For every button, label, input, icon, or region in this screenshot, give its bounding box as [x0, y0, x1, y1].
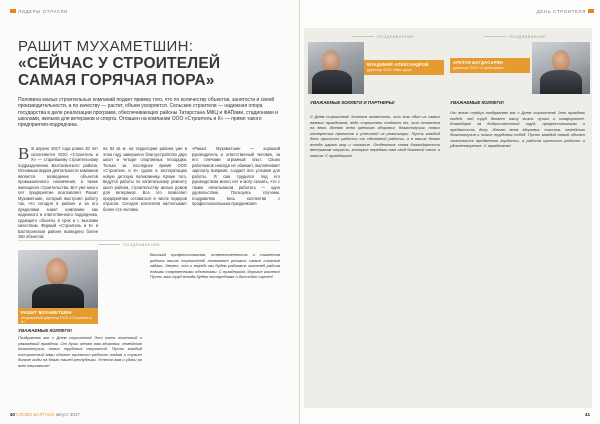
article-column-2: на 84 кв м. на территории района уже в этом году завершено благоустройство двух школ и четыре спортивных площадки. Только за последнее время ООО «Строитель и К» сдали в эксплуатацию новую детскую поликлинику. Кроме того, ведутся работы по капитальному ремонту школ района, строительству жилых домов для ветеранов. Все это позволяет предприятию оставаться в числе лидеров отрасли. Сегодня коллектив насчитывает более ста человек. [103, 146, 187, 212]
article-lead: Половина малых строительных компаний подает пример того, что по количеству объектов, занятости и своей производительности, а по качеству — растет, объем ускоряется. Сельские строители — надежная опора государства в деле реализации программ, обеспечивающих районы Татарстана МФЦ и ФАПами, стадионами и школами, жильем для ветеранов и спорта. Оглашен на компании ООО «Строитель и К» — прямо такого предприятия-подрядчика. [18, 97, 278, 129]
portrait-body [312, 70, 352, 94]
left-position: генеральный директор ООО «Строитель и К» [21, 316, 93, 324]
left-greeting-heading: УВАЖАЕМЫЕ КОЛЛЕГИ! [18, 328, 72, 333]
divider [18, 240, 280, 241]
portrait-body [32, 284, 84, 308]
article-title [18, 38, 278, 89]
right2-name: АРКТУН БАГДАСАРЯН [453, 60, 503, 65]
right-page-number: 41 [584, 412, 590, 417]
left-box-tag: ПОЗДРАВЛЕНИЕ [98, 242, 160, 247]
portrait-head [46, 258, 68, 285]
portrait-head [552, 50, 570, 72]
right-box2-tag: ПОЗДРАВЛЕНИЕ [484, 34, 546, 39]
right-folio [585, 412, 590, 417]
left-namebox [18, 308, 98, 324]
right2-heading: УВАЖАЕМЫЕ КОЛЛЕГИ! [450, 100, 504, 105]
portrait-body [540, 70, 582, 94]
right1-heading: УВАЖАЕМЫЕ КОЛЛЕГИ И ПАРТНЕРЫ! [310, 100, 395, 105]
portrait-arktun [532, 42, 590, 94]
portrait-vladimir [308, 42, 364, 94]
article-column-3: «Рашит Мухаметшин — хороший руководитель и ответственный человек, за его плечами огромный опыт. Своих работников никогда не обижает, выплачивает зарплату вовремя, создает все условия для работы. Я сам трудился под его руководством много лет и могу сказать, что с таким начальником работать — одно удовольствие. Пользуясь случаем, поздравляю весь коллектив с профессиональным праздником!» [192, 146, 280, 206]
title-line-2: «СЕЙЧАС У СТРОИТЕЛЕЙ [18, 55, 221, 72]
dropcap: В [18, 144, 30, 163]
section-mark-right [588, 9, 594, 13]
left-folio [10, 412, 80, 417]
left-name: РАШИТ МУХАМЕТШИН [21, 310, 72, 315]
right-page [300, 0, 600, 424]
left-magazine-name: СЛОВО БАЛТАСИ [16, 412, 55, 417]
title-line-3: САМАЯ ГОРЯЧАЯ ПОРА» [18, 72, 215, 89]
left-greeting-text-b: Высокий профессионализм, ответственность и слаженная работа наших строителей позволяют решать самые сложные задачи. Уверен, что и впредь мы будем радовать жителей района новыми современными объектами. С праздником, дорогие коллеги! Пусть ваш труд всегда будет востребован и достойно оценен! [150, 252, 280, 279]
article-column-1 [18, 146, 98, 240]
left-page-number: 40 [10, 412, 16, 417]
right2-position: директор ООО «Стройсервис» [453, 66, 505, 70]
title-line-1: РАШИТ МУХАМЕТШИН: [18, 38, 194, 55]
right-running-header: ДЕНЬ СТРОИТЕЛЯ [536, 9, 586, 14]
right2-text: От всего сердца поздравляю вас с Днем строителя! Это праздник людей, чей труд делает нашу жизнь лучше и комфортнее. Благодарю за добросовестный труд, профессионализм и преданность делу. Желаю всем здоровья, счастья, семейного благополучия и новых трудовых побед. Пусть каждый новый объект становится предметом гордости, а работа приносит радость и удовлетворение. С праздником! [450, 110, 585, 148]
left-greeting-text-a: Поздравляю вас с Днем строителя! Это очень почетный и уважаемый праздник. От души желаю вам здоровья, семейного благополучия, новых трудовых свершений. Пусть каждый построенный вами объект приносит радость людям и служит долгие годы на благо нашей республики. Успехов вам и удачи во всех начинаниях! [18, 335, 142, 368]
right-box1-tag: ПОЗДРАВЛЕНИЕ [352, 34, 414, 39]
right-namebox-1 [364, 60, 444, 75]
right1-position: директор ООО «Наш дом» [367, 68, 412, 72]
section-mark [10, 9, 16, 13]
right-namebox-2 [450, 58, 530, 73]
col1-text: В апреле 2017 года ровно 20 лет исполняется ООО «Строитель и К» — старейшему строительному подразделению Балтасинского района. Основным видом деятельности компании является возведение объектов промышленного назначения, а также жилищного строительства. Вот уже много лет предприятие возглавляет Рашит Мухаметшин, который выстроил работу так, что сегодня в районе и за его пределами знают компанию как надежного и ответственного подрядчика, сдающего объекты в срок и с высоким качеством. Фирмой «Строитель и К» в Балтасинском районе возведено более 150 объектов. [18, 146, 98, 239]
left-issue: август 2017 [55, 412, 80, 417]
right1-text: С Днем строителя! Хочется отметить, что это один из самых важных праздников, ведь строители создают то, что остается на века. Желаю всем крепкого здоровья, благополучия, новых интересных проектов и успешной их реализации. Пусть каждый день приносит радость от сделанной работы, а в ваших домах всегда царят мир и согласие. Отдельные слова благодарности ветеранам отрасли, которые передали нам свой богатый опыт и знания. С праздником! [310, 114, 440, 158]
right1-name: ВЛАДИМИР АЛЕКСАНДРОВ [367, 62, 429, 67]
portrait-rashit [18, 250, 98, 308]
left-running-header: ЛИДЕРЫ ОТРАСЛИ [18, 9, 69, 14]
portrait-head [322, 50, 340, 72]
